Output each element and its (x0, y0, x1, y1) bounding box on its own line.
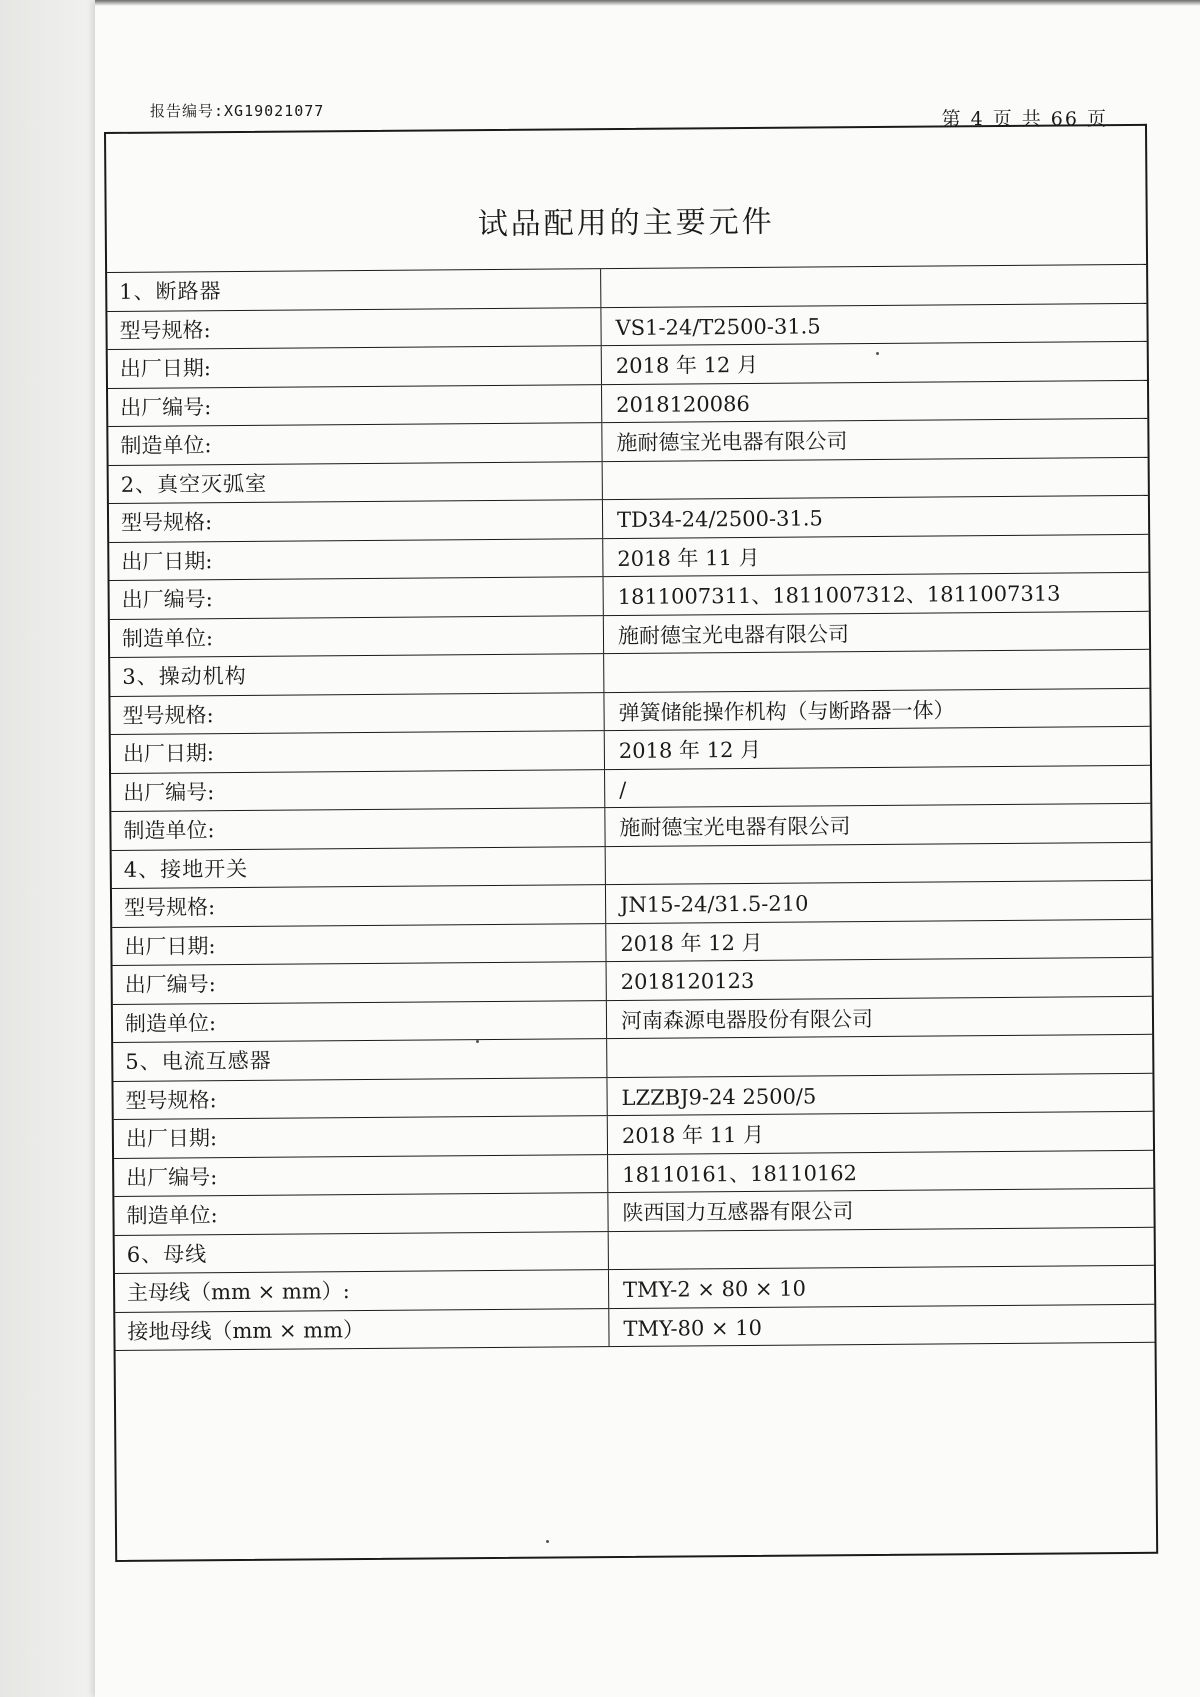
field-label: 出厂编号: (113, 962, 607, 1003)
field-value: 2018 年 12 月 (620, 930, 763, 956)
field-label: 出厂编号: (110, 577, 604, 618)
field-value (609, 1227, 1154, 1269)
scan-top-edge (95, 0, 1200, 6)
field-label: 出厂日期: (109, 539, 603, 580)
field-label: 主母线（mm × mm）: (115, 1270, 609, 1311)
field-label: 制造单位: (114, 1193, 608, 1234)
field-value: 18110161、18110162 (622, 1160, 858, 1187)
content-frame (104, 124, 1158, 1562)
field-label: 型号规格: (113, 1078, 607, 1119)
section-title: 2、真空灭弧室 (109, 462, 603, 503)
section-title: 4、接地开关 (112, 847, 606, 888)
field-value: 陕西国力互感器有限公司 (622, 1199, 854, 1225)
components-table (107, 264, 1154, 1351)
field-value: 2018 年 12 月 (618, 737, 762, 763)
field-label: 出厂编号: (114, 1155, 608, 1196)
field-value: 施耐德宝光电器有限公司 (616, 429, 848, 455)
field-value: 2018 年 11 月 (617, 545, 760, 571)
field-value: 施耐德宝光电器有限公司 (617, 621, 850, 648)
field-value: TD34-24/2500-31.5 (616, 506, 823, 532)
field-label: 型号规格: (112, 885, 606, 926)
field-value: 2018 年 12 月 (615, 352, 759, 378)
field-label: 制造单位: (110, 616, 604, 657)
field-label: 出厂日期: (111, 731, 605, 772)
field-value: JN15-24/31.5-210 (619, 891, 809, 917)
field-value (601, 265, 1146, 307)
field-label: 制造单位: (108, 423, 602, 464)
section-title: 6、母线 (115, 1232, 609, 1273)
field-value: 弹簧储能操作机构（与断路器一体） (618, 697, 955, 725)
page-number: 第 4 页 共 66 页 (941, 108, 1108, 130)
field-label: 制造单位: (111, 808, 605, 849)
scan-speck (876, 352, 879, 355)
field-value: 河南森源电器股份有限公司 (620, 1006, 874, 1033)
field-label: 型号规格: (109, 500, 603, 541)
field-label: 出厂日期: (108, 346, 602, 387)
field-value: TMY-80 × 10 (623, 1315, 763, 1341)
field-value: 2018120086 (616, 391, 750, 417)
field-value: 2018 年 11 月 (621, 1122, 765, 1148)
section-title: 1、断路器 (107, 269, 601, 310)
field-label: 出厂日期: (114, 1116, 608, 1157)
field-label: 型号规格: (110, 693, 604, 734)
field-label: 出厂编号: (108, 385, 602, 426)
field-label: 型号规格: (107, 308, 601, 349)
field-label: 接地母线（mm × mm） (115, 1309, 609, 1350)
field-value: TMY-2 × 80 × 10 (623, 1276, 807, 1302)
field-value (607, 1035, 1152, 1077)
field-value: VS1-24/T2500-31.5 (615, 313, 821, 340)
scan-speck (476, 1040, 479, 1043)
field-value (604, 650, 1149, 692)
field-label: 制造单位: (113, 1001, 607, 1042)
field-value: 施耐德宝光电器有限公司 (619, 814, 851, 840)
field-label: 出厂日期: (112, 924, 606, 965)
table-row (115, 1304, 1154, 1351)
field-value (606, 842, 1151, 884)
scan-speck (546, 1540, 549, 1543)
scan-left-margin (0, 0, 95, 1697)
field-value: / (619, 777, 627, 802)
report-number: 报告编号:XG19021077 (150, 102, 325, 120)
field-value (603, 457, 1148, 499)
field-value: 2018120123 (620, 968, 755, 994)
field-value: 1811007311、1811007312、1811007313 (617, 581, 1061, 609)
field-label: 出厂编号: (111, 770, 605, 811)
section-title: 3、操动机构 (110, 654, 604, 695)
page-title: 试品配用的主要元件 (477, 204, 775, 243)
field-value: LZZBJ9-24 2500/5 (621, 1083, 817, 1110)
section-title: 5、电流互感器 (113, 1039, 607, 1080)
